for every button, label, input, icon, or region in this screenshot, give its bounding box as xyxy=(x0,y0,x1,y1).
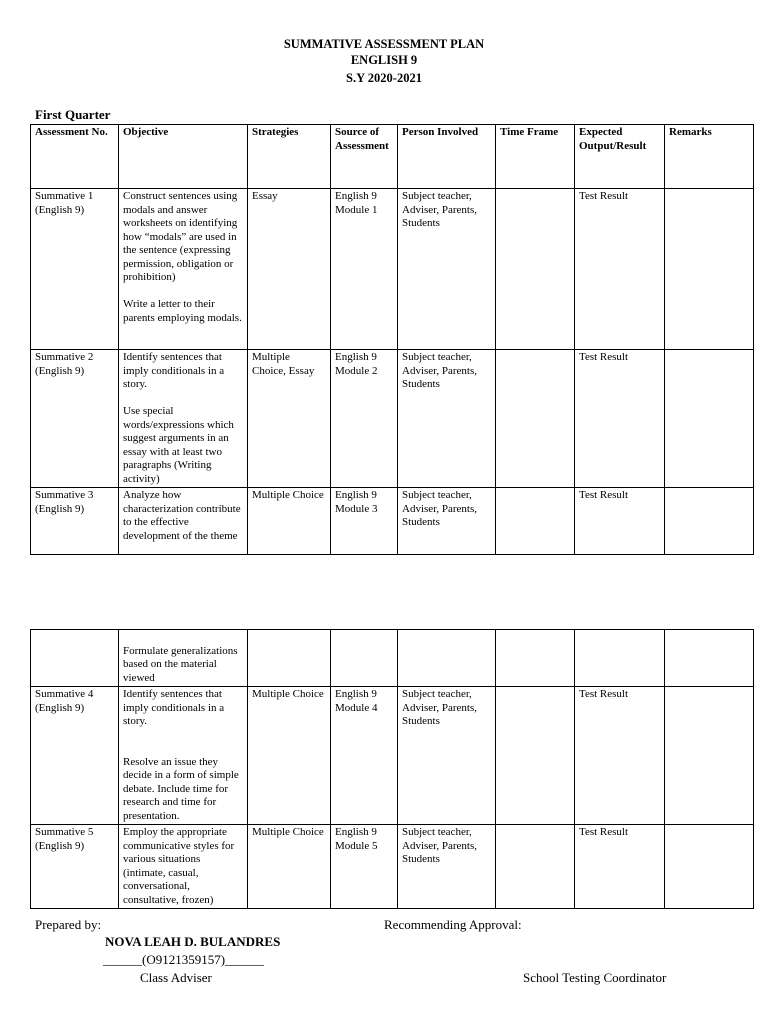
column-header: Remarks xyxy=(665,125,754,189)
column-header: Time Frame xyxy=(496,125,575,189)
source-cell: English 9 Module 1 xyxy=(331,189,398,350)
time-frame-cell xyxy=(496,687,575,825)
table-row xyxy=(31,189,754,350)
table-row xyxy=(31,825,754,909)
time-frame-cell xyxy=(496,825,575,909)
column-header: Person Involved xyxy=(398,125,496,189)
source-cell: English 9 Module 4 xyxy=(331,687,398,825)
school-year: S.Y 2020-2021 xyxy=(346,71,422,85)
source-cell: English 9 Module 5 xyxy=(331,825,398,909)
remarks-cell xyxy=(665,687,754,825)
table-row xyxy=(31,488,754,555)
remarks-cell xyxy=(665,630,754,687)
objective-text: Use special words/expressions which suggest arguments in an essay with at least two paragraphs (Writing activity) xyxy=(123,405,234,485)
source-cell: English 9 Module 3 xyxy=(331,488,398,555)
column-header: Objective xyxy=(119,125,248,189)
time-frame-cell xyxy=(496,350,575,488)
person-cell: Subject teacher, Adviser, Parents, Students xyxy=(398,350,496,488)
person-cell xyxy=(398,630,496,687)
remarks-cell xyxy=(665,189,754,350)
table-row xyxy=(31,350,754,488)
preparer-id-line: ______(O9121359157)______ xyxy=(103,952,265,967)
assessment-cell: Summative 3 (English 9) xyxy=(31,488,119,555)
strategies-cell: Multiple Choice xyxy=(248,825,331,909)
objective-cell xyxy=(119,687,248,825)
column-header: Strategies xyxy=(248,125,331,189)
objective-text: Identify sentences that imply conditionals in a story. xyxy=(123,688,225,727)
objective-cell xyxy=(119,630,248,687)
time-frame-cell xyxy=(496,488,575,555)
recommending-approval-label: Recommending Approval: xyxy=(384,917,522,932)
strategies-cell: Multiple Choice xyxy=(248,687,331,825)
person-cell: Subject teacher, Adviser, Parents, Students xyxy=(398,687,496,825)
assessment-table-continued xyxy=(30,629,754,909)
expected-cell: Test Result xyxy=(575,488,665,555)
objective-text: Formulate generalizations based on the material viewed xyxy=(123,644,238,684)
column-header: Source of Assessment xyxy=(331,125,398,189)
objective-text: Employ the appropriate communicative styles for various situations (intimate, casual, conversational, consultative, frozen) xyxy=(123,826,235,906)
assessment-cell xyxy=(31,630,119,687)
coordinator-role: School Testing Coordinator xyxy=(523,970,667,985)
objective-text: Resolve an issue they decide in a form of simple debate. Include time for research and time for presentation. xyxy=(123,755,239,822)
remarks-cell xyxy=(665,825,754,909)
plan-title: SUMMATIVE ASSESSMENT PLAN xyxy=(283,37,485,51)
expected-cell: Test Result xyxy=(575,825,665,909)
objective-cell xyxy=(119,825,248,909)
objective-cell xyxy=(119,488,248,555)
expected-cell: Test Result xyxy=(575,687,665,825)
objective-cell xyxy=(119,350,248,488)
source-cell: English 9 Module 2 xyxy=(331,350,398,488)
remarks-cell xyxy=(665,350,754,488)
assessment-cell: Summative 4 (English 9) xyxy=(31,687,119,825)
expected-cell xyxy=(575,630,665,687)
person-cell: Subject teacher, Adviser, Parents, Students xyxy=(398,488,496,555)
objective-text: Write a letter to their parents employing modals. xyxy=(123,298,242,324)
expected-cell: Test Result xyxy=(575,189,665,350)
objective-text: Analyze how characterization contribute to the effective development of the theme xyxy=(123,489,241,542)
person-cell: Subject teacher, Adviser, Parents, Students xyxy=(398,825,496,909)
quarter-label: First Quarter xyxy=(35,107,111,122)
assessment-table xyxy=(30,124,754,555)
preparer-role: Class Adviser xyxy=(140,970,212,985)
assessment-cell: Summative 5 (English 9) xyxy=(31,825,119,909)
time-frame-cell xyxy=(496,189,575,350)
preparer-name: NOVA LEAH D. BULANDRES xyxy=(105,934,281,949)
table-row xyxy=(31,630,754,687)
strategies-cell xyxy=(248,630,331,687)
strategies-cell: Multiple Choice, Essay xyxy=(248,350,331,488)
person-cell: Subject teacher, Adviser, Parents, Students xyxy=(398,189,496,350)
table-row xyxy=(31,687,754,825)
prepared-by-label: Prepared by: xyxy=(35,917,102,932)
expected-cell: Test Result xyxy=(575,350,665,488)
objective-cell xyxy=(119,189,248,350)
table-header-row xyxy=(31,125,754,189)
subject-title: ENGLISH 9 xyxy=(350,53,418,67)
objective-text: Identify sentences that imply conditionals in a story. xyxy=(123,351,225,390)
assessment-cell: Summative 1 (English 9) xyxy=(31,189,119,350)
assessment-cell: Summative 2 (English 9) xyxy=(31,350,119,488)
strategies-cell: Multiple Choice xyxy=(248,488,331,555)
strategies-cell: Essay xyxy=(248,189,331,350)
objective-text: Construct sentences using modals and answer worksheets on identifying how “modals” are used in the sentence (expressing permission, obligation or prohibition) xyxy=(123,190,238,283)
column-header: Assessment No. xyxy=(31,125,119,189)
remarks-cell xyxy=(665,488,754,555)
column-header: Expected Output/Result xyxy=(575,125,665,189)
source-cell xyxy=(331,630,398,687)
time-frame-cell xyxy=(496,630,575,687)
